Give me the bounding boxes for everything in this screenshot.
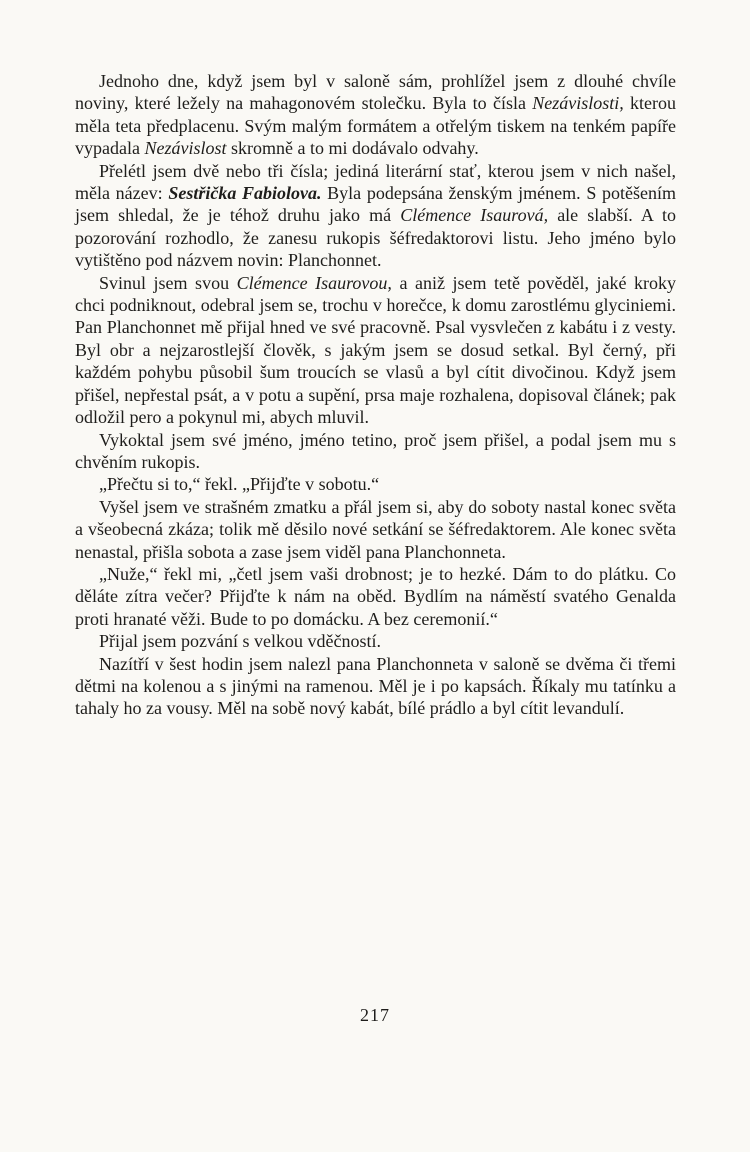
text-segment: Nazítří v šest hodin jsem nalezl pana Planchonneta v saloně se dvěma či třemi dětmi na kolenou a s jinými na ramenou. Měl je i po kapsách. Říkaly mu tatínku a tahaly ho za vousy. Měl na sobě nový kabát, bílé prádlo a byl cítit levandulí.	[75, 653, 676, 719]
paragraph	[75, 429, 676, 474]
text-segment: Přijal jsem pozvání s velkou vděčností.	[99, 631, 381, 652]
text-segment: Clémence Isaurovou,	[236, 272, 392, 293]
text-segment: ale slabší. A to pozorování rozhodlo, že zanesu rukopis šéfredaktorovi listu. Jeho jméno bylo vytištěno pod názvem novin: Planchonnet.	[75, 205, 676, 271]
paragraph	[75, 653, 676, 720]
text-segment: Nezávislosti,	[532, 93, 624, 114]
paragraph	[75, 630, 676, 652]
paragraph	[75, 272, 676, 429]
paragraph	[75, 473, 676, 495]
text-segment: Svinul jsem svou	[99, 272, 237, 293]
text-segment: kterou měla teta předplacenu. Svým malým formátem a otřelým tiskem na tenkém papíře vypadala	[75, 93, 677, 159]
text-segment: Nezávislost	[144, 138, 227, 159]
page-number: 217	[360, 1005, 390, 1025]
paragraph	[75, 563, 676, 630]
text-segment: Jednoho dne, když jsem byl v saloně sám, prohlížel jsem z dlouhé chvíle noviny, které ležely na mahagonovém stolečku. Byla to čísla	[75, 71, 676, 114]
text-segment: Byla podepsána ženským jménem. S potěšením jsem shledal, že je téhož druhu jako má	[75, 183, 677, 226]
paragraph	[75, 496, 676, 563]
text-segment: Clémence Isaurová,	[400, 205, 549, 226]
text-segment: Vyšel jsem ve strašném zmatku a přál jsem si, aby do soboty nastal konec světa a všeobecná zkáza; tolik mě děsilo nové setkání se šéfredaktorem. Ale konec světa nenastal, přišla sobota a zase jsem viděl pana Planchonneta.	[75, 496, 676, 562]
text-segment: a aniž jsem tetě pověděl, jaké kroky chci podniknout, odebral jsem se, trochu v horečce, k domu zarostlému glyciniemi. Pan Planchonnet mě přijal hned ve své pracovně. Psal vysvlečen z kabátu i z vesty. Byl obr a nejzarostlejší člověk, s jakým jsem se dosud setkal. Byl černý, při každém pohybu působil šum troucích se vlasů a byl cítit divočinou. Když jsem přišel, nepřestal psát, a v potu a supění, prsa maje rozhalena, dopisoval článek; pak odložil pero a pokynul mi, abych mluvil.	[75, 272, 676, 428]
text-segment: Přelétl jsem dvě nebo tři čísla; jediná literární stať, kterou jsem v nich našel, měla název:	[75, 160, 676, 204]
text-segment: Sestřička Fabiolova.	[168, 183, 322, 204]
paragraph	[75, 70, 676, 160]
text-segment: skromně a to mi dodávalo odvahy.	[226, 138, 479, 159]
text-segment: Vykoktal jsem své jméno, jméno tetino, proč jsem přišel, a podal jsem mu s chvěním rukopis.	[75, 429, 676, 472]
text-segment: „Nuže,“ řekl mi, „četl jsem vaši drobnost; je to hezké. Dám to do plátku. Co děláte zítra večer? Přijďte k nám na oběd. Bydlím na náměstí svatého Genalda proti hranaté věži. Bude to po domácku. A bez ceremonií.“	[75, 563, 676, 629]
text-segment: „Přečtu si to,“ řekl. „Přijďte v sobotu.“	[99, 474, 380, 495]
paragraph	[75, 160, 676, 272]
page-text	[75, 70, 676, 720]
